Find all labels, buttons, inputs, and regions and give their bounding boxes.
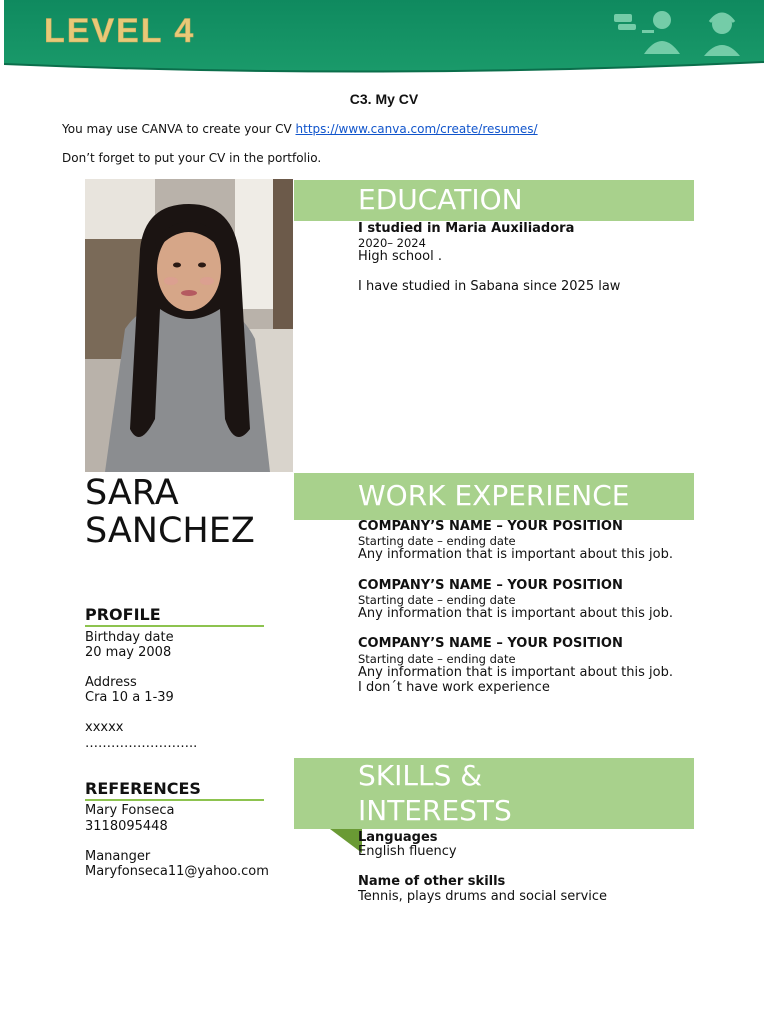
doc-title: C3. My CV [349,91,419,107]
job-info: Any information that is important about this job. [358,547,673,562]
address-label: Address [85,675,137,690]
languages-value: English fluency [358,844,457,859]
reference-role: Mananger [85,849,151,864]
speech-bubble-icon [614,14,636,30]
headset-person-icon [704,14,740,56]
teacher-icon [642,11,680,54]
candidate-last-name: SANCHEZ [85,511,255,551]
level-banner [4,0,764,74]
skills-heading [358,758,512,828]
job-dates: Starting date – ending date [358,593,516,607]
profile-rule [85,625,264,627]
candidate-first-name: SARA [85,473,179,513]
education-heading: EDUCATION [358,183,523,216]
reference-phone: 3118095448 [85,819,168,834]
education-years: 2020– 2024 [358,236,426,250]
skills-heading-line1: SKILLS & [358,759,483,792]
other-skills-label: Name of other skills [358,874,506,889]
job-company: COMPANY’S NAME – YOUR POSITION [358,578,623,593]
job-info: Any information that is important about this job. [358,665,673,680]
education-school: I studied in Maria Auxiliadora [358,221,575,236]
reference-name: Mary Fonseca [85,803,175,818]
canva-link[interactable]: https://www.canva.com/create/resumes/ [295,122,538,136]
reference-email: Maryfonseca11@yahoo.com [85,864,269,879]
work-heading: WORK EXPERIENCE [358,479,630,512]
profile-photo [85,179,293,472]
birthday-label: Birthday date [85,630,174,645]
people-icons [614,6,754,60]
references-rule [85,799,264,801]
profile-dots: …………………….. [85,736,198,751]
job-dates: Starting date – ending date [358,534,516,548]
level-title: LEVEL 4 [44,12,196,50]
birthday-value: 20 may 2008 [85,645,172,660]
work-note: I don´t have work experience [358,680,550,695]
job-company: COMPANY’S NAME – YOUR POSITION [358,636,623,651]
education-level: High school . [358,249,442,264]
other-skills-value: Tennis, plays drums and social service [358,889,608,904]
address-value: Cra 10 a 1-39 [85,690,174,705]
canva-instruction-text: You may use CANVA to create your CV [62,122,296,136]
canva-instruction [62,122,538,136]
job-dates: Starting date – ending date [358,652,516,666]
references-heading: REFERENCES [85,779,201,798]
job-info: Any information that is important about this job. [358,606,673,621]
job-company: COMPANY’S NAME – YOUR POSITION [358,519,623,534]
languages-label: Languages [358,830,438,845]
portfolio-reminder: Don’t forget to put your CV in the portfolio. [62,151,322,165]
skills-heading-line2: INTERESTS [358,794,512,827]
profile-heading: PROFILE [85,605,161,624]
profile-extra: xxxxx [85,720,124,735]
education-note: I have studied in Sabana since 2025 law [358,279,621,294]
candidate-name [85,474,255,550]
